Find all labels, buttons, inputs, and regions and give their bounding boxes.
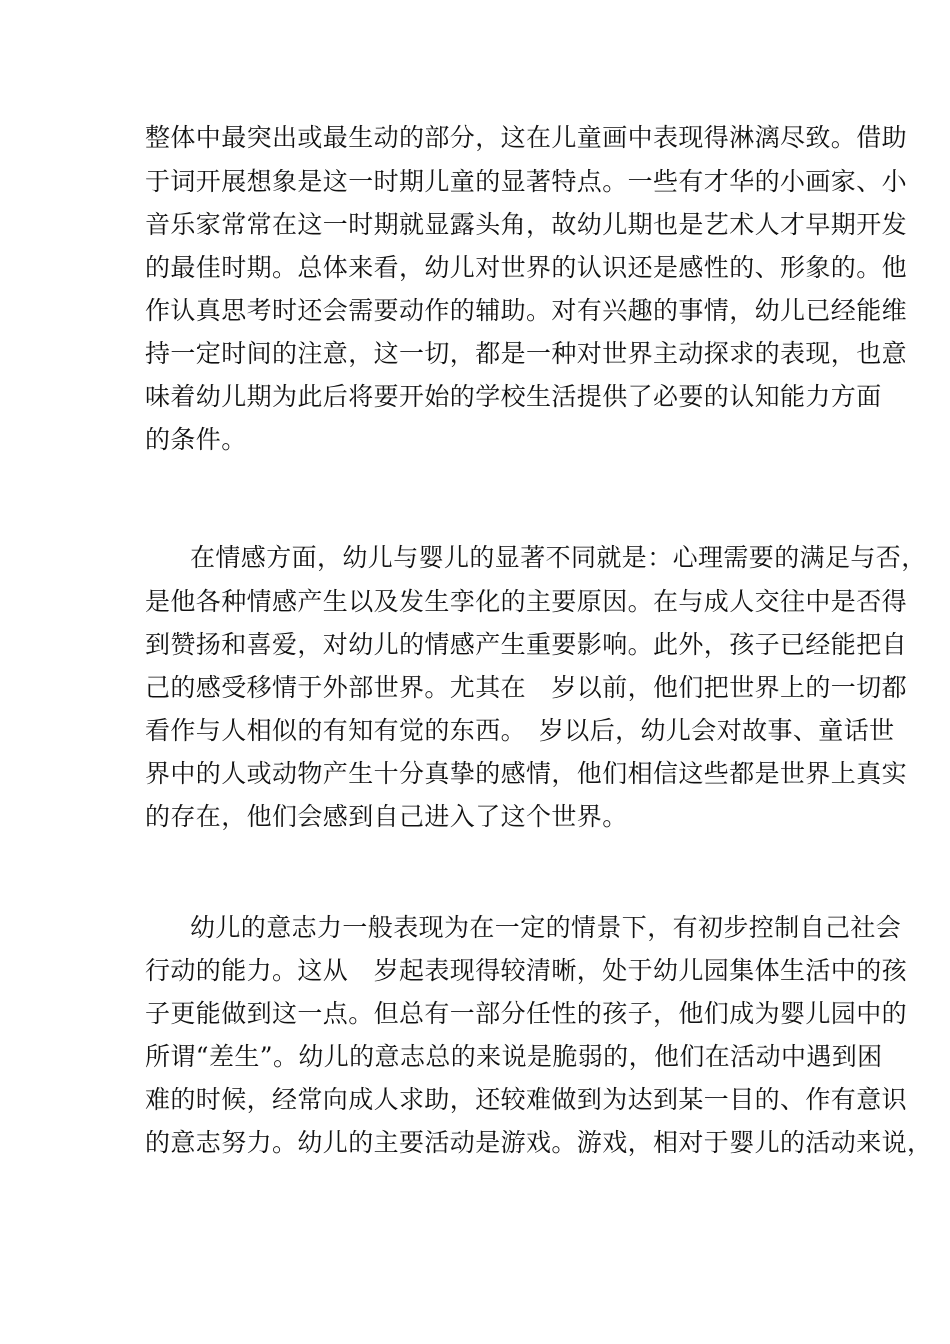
paragraph-3-line-2: 行动的能力。这从 岁起表现得较清晰，处于幼儿园集体生活中的孩 xyxy=(145,956,908,985)
paragraph-1-line-1: 整体中最突出或最生动的部分，这在儿童画中表现得淋漓尽致。借助 xyxy=(145,123,908,152)
paragraph-2-line-5: 看作与人相似的有知有觉的东西。 岁以后，幼儿会对故事、童话世 xyxy=(145,716,895,745)
paragraph-2-line-4: 己的感受移情于外部世界。尤其在 岁以前，他们把世界上的一切都 xyxy=(145,673,908,702)
paragraph-3-line-3: 子更能做到这一点。但总有一部分任性的孩子，他们成为婴儿园中的 xyxy=(145,999,908,1028)
paragraph-1-line-5: 作认真思考时还会需要动作的辅助。对有兴趣的事情，幼儿已经能维 xyxy=(145,296,908,325)
paragraph-2-line-6: 界中的人或动物产生十分真挚的感情，他们相信这些都是世界上真实 xyxy=(145,759,908,788)
paragraph-3-line-4: 所谓“差生”。幼儿的意志总的来说是脆弱的，他们在活动中遇到困 xyxy=(145,1042,883,1071)
paragraph-1-line-7: 味着幼儿期为此后将要开始的学校生活提供了必要的认知能力方面 xyxy=(145,382,882,411)
paragraph-1-line-8: 的条件。 xyxy=(145,425,247,454)
paragraph-3-line-6: 的意志努力。幼儿的主要活动是游戏。游戏，相对于婴儿的活动来说， xyxy=(145,1128,933,1157)
paragraph-3-line-5: 难的时候，经常向成人求助，还较难做到为达到某一目的、作有意识 xyxy=(145,1085,908,1114)
paragraph-2-line-1: 在情感方面，幼儿与婴儿的显著不同就是：心理需要的满足与否， xyxy=(190,543,927,572)
paragraph-1-line-3: 音乐家常常在这一时期就显露头角，故幼儿期也是艺术人才早期开发 xyxy=(145,210,908,239)
paragraph-3-line-1: 幼儿的意志力一般表现为在一定的情景下，有初步控制自己社会 xyxy=(190,913,902,942)
paragraph-2-line-7: 的存在，他们会感到自己进入了这个世界。 xyxy=(145,802,628,831)
paragraph-1-line-6: 持一定时间的注意，这一切，都是一种对世界主动探求的表现，也意 xyxy=(145,339,908,368)
paragraph-2-line-2: 是他各种情感产生以及发生孪化的主要原因。在与成人交往中是否得 xyxy=(145,587,908,616)
paragraph-2-line-3: 到赞扬和喜爱，对幼儿的情感产生重要影响。此外，孩子已经能把自 xyxy=(145,630,908,659)
paragraph-1-line-2: 于词开展想象是这一时期儿童的显著特点。一些有才华的小画家、小 xyxy=(145,167,908,196)
paragraph-1-line-4: 的最佳时期。总体来看，幼儿对世界的认识还是感性的、形象的。他 xyxy=(145,253,908,282)
